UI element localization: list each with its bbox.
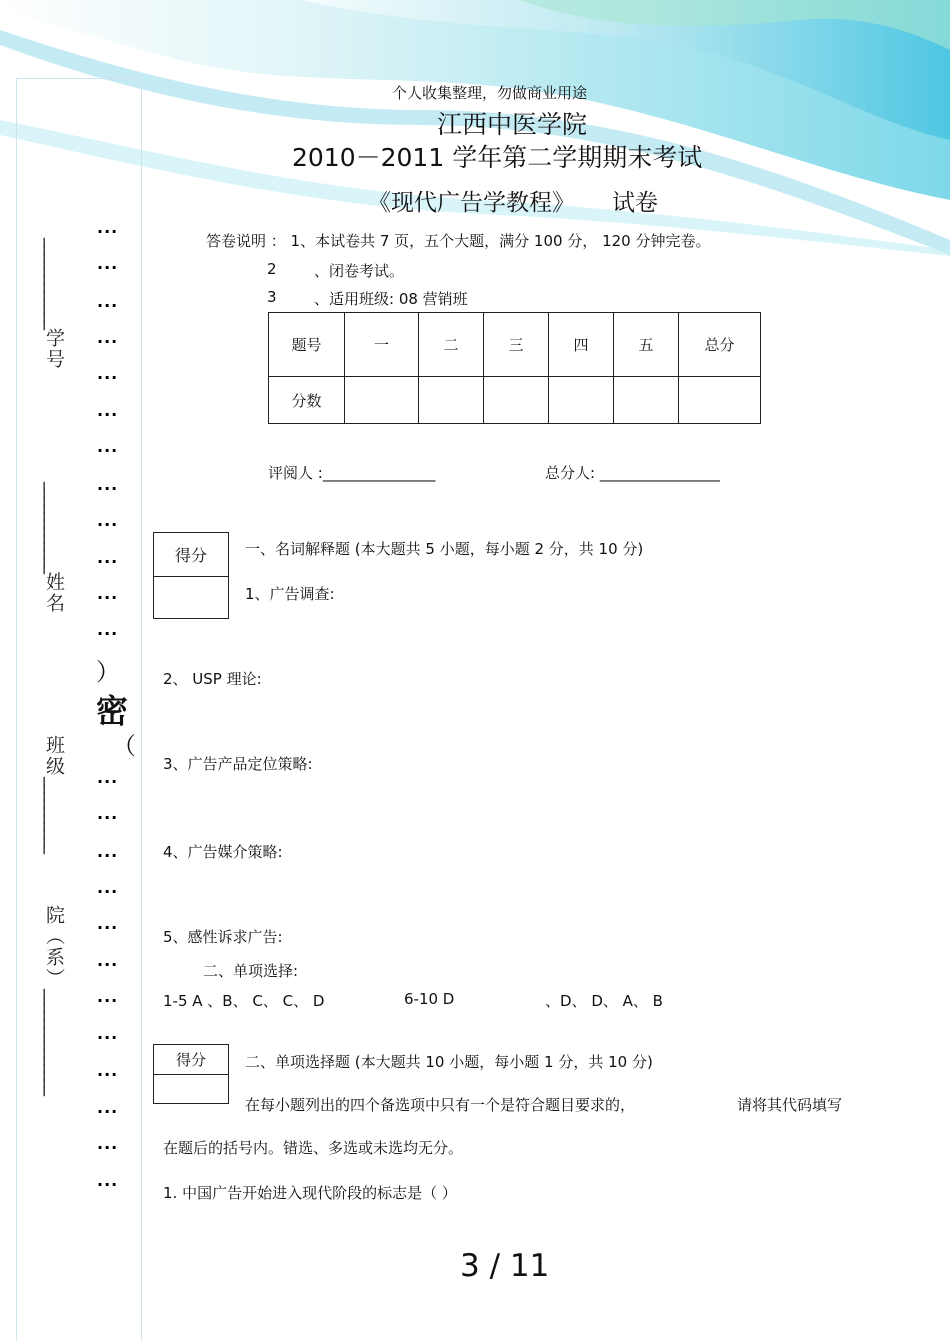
binding-field-class: 班级__________ [43,735,65,852]
score-table-header: 二 [419,313,484,377]
section1-question-2: 2、 USP 理论: [163,670,262,688]
binding-dots: ··· [97,515,119,534]
binding-dots: ··· [97,332,119,351]
score-table-header: 一 [345,313,419,377]
score-cell[interactable] [614,377,679,424]
answers-label: 二、单项选择: [203,962,299,980]
binding-field-student-id: ____________学号 [43,238,65,370]
section2-score-label: 得分 [154,1045,228,1075]
instruction-line-3-number: 3 [267,288,277,306]
score-table-header: 四 [549,313,614,377]
exam-title: 2010－2011 学年第二学期期末考试 [292,143,703,172]
score-row-label: 分数 [269,377,345,424]
section1-question-4: 4、广告媒介策略: [163,843,283,861]
score-table-header: 五 [614,313,679,377]
section1-score-label: 得分 [154,533,228,577]
binding-dots: ··· [97,479,119,498]
binding-dots: ··· [97,258,119,277]
instruction-line-3: 、适用班级: 08 营销班 [314,290,468,308]
answers-part-3: 、D、 D、 A、 B [545,992,663,1010]
binding-dots: ··· [97,955,119,974]
binding-dots: ··· [97,846,119,865]
section1-question-3: 3、广告产品定位策略: [163,755,313,773]
binding-dots: ··· [97,588,119,607]
binding-dots: ··· [97,1175,119,1194]
score-cell[interactable] [549,377,614,424]
binding-dots: ··· [97,1065,119,1084]
section2-intro-a: 在每小题列出的四个备选项中只有一个是符合题目要求的， [245,1096,636,1114]
answers-part-2: 6-10 D [404,990,455,1008]
section2-question-1: 1. 中国广告开始进入现代阶段的标志是（ ） [163,1184,457,1202]
score-cell[interactable] [419,377,484,424]
binding-dots: ··· [97,552,119,571]
paper-label: 试卷 [612,190,658,216]
binding-dots: ··· [97,368,119,387]
binding-dots: ··· [97,1028,119,1047]
page-number: 3 / 11 [460,1248,550,1284]
section1-question-5: 5、感性诉求广告: [163,928,283,946]
student-id-label: 学号 [43,328,65,370]
section1-question-1: 1、广告调查: [245,585,335,603]
binding-dots: ··· [97,991,119,1010]
score-table-header: 题号 [269,313,345,377]
section1-title: 一、名词解释题 (本大题共 5 小题，每小题 2 分，共 10 分) [245,540,644,558]
class-label: 班级 [43,735,65,777]
binding-field-department: 院（系）______________ [43,905,65,1094]
score-table-header: 总分 [679,313,761,377]
binding-dots: ··· [97,441,119,460]
score-table [268,312,761,424]
copyright-notice: 个人收集整理，勿做商业用途 [392,84,588,102]
binding-field-name: ____________姓名 [43,482,65,614]
score-cell[interactable] [484,377,549,424]
score-cell[interactable] [345,377,419,424]
binding-dots: ··· [97,772,119,791]
section2-score-box [153,1044,229,1104]
seal-close-paren: ） [96,658,120,686]
section2-intro-b: 请将其代码填写 [737,1096,843,1114]
score-table-header: 三 [484,313,549,377]
seal-open-paren: （ [112,732,136,760]
instruction-line-2-number: 2 [267,260,277,278]
section2-intro-c: 在题后的括号内。错选、多选或未选均无分。 [163,1139,464,1157]
binding-dots: ··· [97,405,119,424]
binding-dots: ··· [97,624,119,643]
reviewer-line: 评阅人 :_______________ [268,464,436,482]
answers-part-1: 1-5 A 、B、 C、 C、 D [163,992,325,1010]
instruction-line-2: 、闭卷考试。 [314,262,405,280]
section2-title: 二、单项选择题 (本大题共 10 小题，每小题 1 分，共 10 分) [245,1053,653,1071]
name-label: 姓名 [43,572,65,614]
seal-label: 密 [96,692,129,730]
section1-score-box [153,532,229,619]
total-scorer-line: 总分人: ________________ [545,464,720,482]
course-title: 《现代广告学教程》 [368,190,575,216]
school-name: 江西中医学院 [437,110,588,139]
binding-dots: ··· [97,1102,119,1121]
score-cell[interactable] [679,377,761,424]
binding-dots: ··· [97,1138,119,1157]
binding-dots: ··· [97,222,119,241]
binding-dots: ··· [97,296,119,315]
binding-dots: ··· [97,882,119,901]
department-label: 院（系） [43,905,65,989]
binding-dots: ··· [97,808,119,827]
binding-dots: ··· [97,918,119,937]
instruction-line-1: 答卷说明 ： 1、本试卷共 7 页，五个大题，满分 100 分， 120 分钟完卷。 [206,232,711,250]
